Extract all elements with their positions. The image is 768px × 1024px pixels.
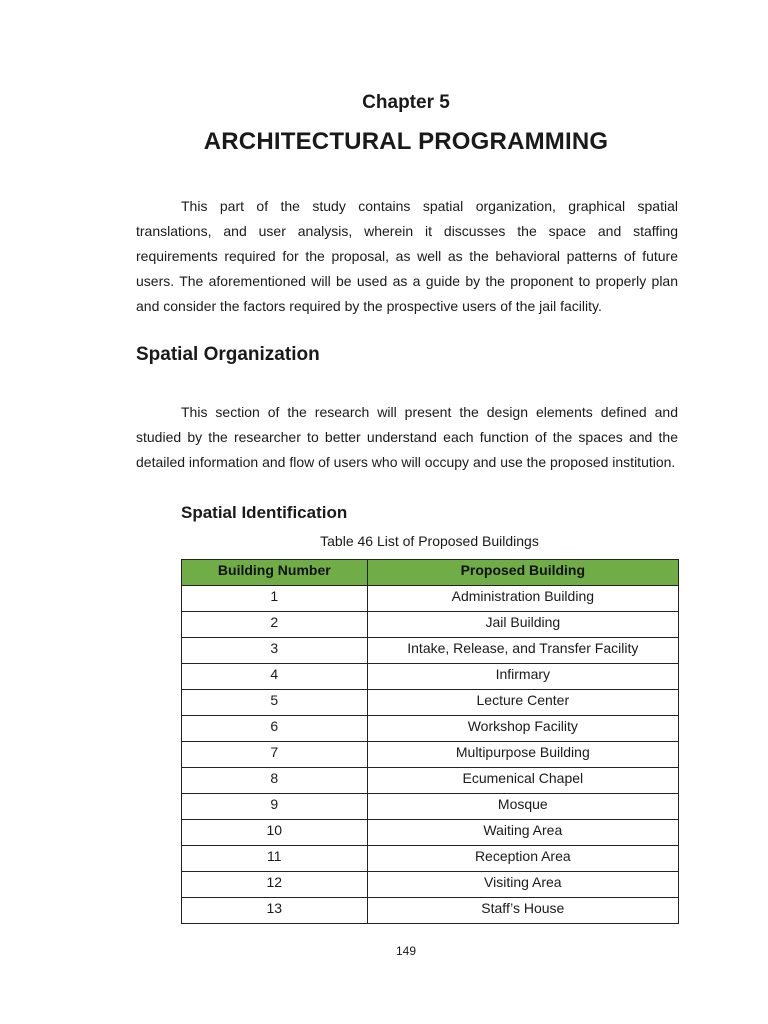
building-name-cell: Mosque <box>367 794 678 820</box>
building-number-cell: 2 <box>182 612 368 638</box>
section-heading: Spatial Organization <box>136 344 320 365</box>
table-row <box>182 742 679 768</box>
table-row <box>182 716 679 742</box>
building-name-cell: Visiting Area <box>367 872 678 898</box>
building-name-cell: Intake, Release, and Transfer Facility <box>367 638 678 664</box>
building-number-cell: 1 <box>182 586 368 612</box>
table-row <box>182 846 679 872</box>
chapter-label: Chapter 5 <box>362 92 450 113</box>
building-number-cell: 3 <box>182 638 368 664</box>
table-row <box>182 586 679 612</box>
table-row <box>182 612 679 638</box>
building-number-cell: 5 <box>182 690 368 716</box>
building-name-cell: Lecture Center <box>367 690 678 716</box>
building-name-cell: Infirmary <box>367 664 678 690</box>
table-row <box>182 664 679 690</box>
table-row <box>182 898 679 924</box>
building-number-cell: 8 <box>182 768 368 794</box>
buildings-table <box>181 559 679 924</box>
intro-paragraph: This part of the study contains spatial organization, graphical spatial translations, and user analysis, wherein it discusses the space and staffing requirements required for the proposal, as well as the behavioral patterns of future users. The aforementioned will be used as a guide by the proponent to properly plan and consider the factors required by the prospective users of the jail facility. <box>136 198 678 314</box>
table-row <box>182 638 679 664</box>
table-row <box>182 872 679 898</box>
building-name-cell: Ecumenical Chapel <box>367 768 678 794</box>
section-paragraph: This section of the research will present the design elements defined and studied by the researcher to better understand each function of the spaces and the detailed information and flow of users who will occupy and use the proposed institution. <box>136 404 678 470</box>
subsection-heading: Spatial Identification <box>181 503 348 522</box>
building-number-cell: 11 <box>182 846 368 872</box>
table-row <box>182 820 679 846</box>
table-row <box>182 794 679 820</box>
chapter-title: ARCHITECTURAL PROGRAMMING <box>203 128 609 155</box>
building-number-cell: 4 <box>182 664 368 690</box>
building-name-cell: Reception Area <box>367 846 678 872</box>
building-name-cell: Staff’s House <box>367 898 678 924</box>
building-name-cell: Administration Building <box>367 586 678 612</box>
building-name-cell: Workshop Facility <box>367 716 678 742</box>
table-header-row <box>182 560 679 586</box>
building-name-cell: Multipurpose Building <box>367 742 678 768</box>
building-number-cell: 12 <box>182 872 368 898</box>
building-name-cell: Waiting Area <box>367 820 678 846</box>
table-row <box>182 768 679 794</box>
table-row <box>182 690 679 716</box>
building-number-cell: 7 <box>182 742 368 768</box>
building-number-cell: 13 <box>182 898 368 924</box>
column-header-building-number: Building Number <box>182 560 368 586</box>
building-name-cell: Jail Building <box>367 612 678 638</box>
page-number: 149 <box>395 944 417 958</box>
building-number-cell: 10 <box>182 820 368 846</box>
building-number-cell: 6 <box>182 716 368 742</box>
column-header-proposed-building: Proposed Building <box>367 560 678 586</box>
table-caption: Table 46 List of Proposed Buildings <box>320 533 539 549</box>
building-number-cell: 9 <box>182 794 368 820</box>
